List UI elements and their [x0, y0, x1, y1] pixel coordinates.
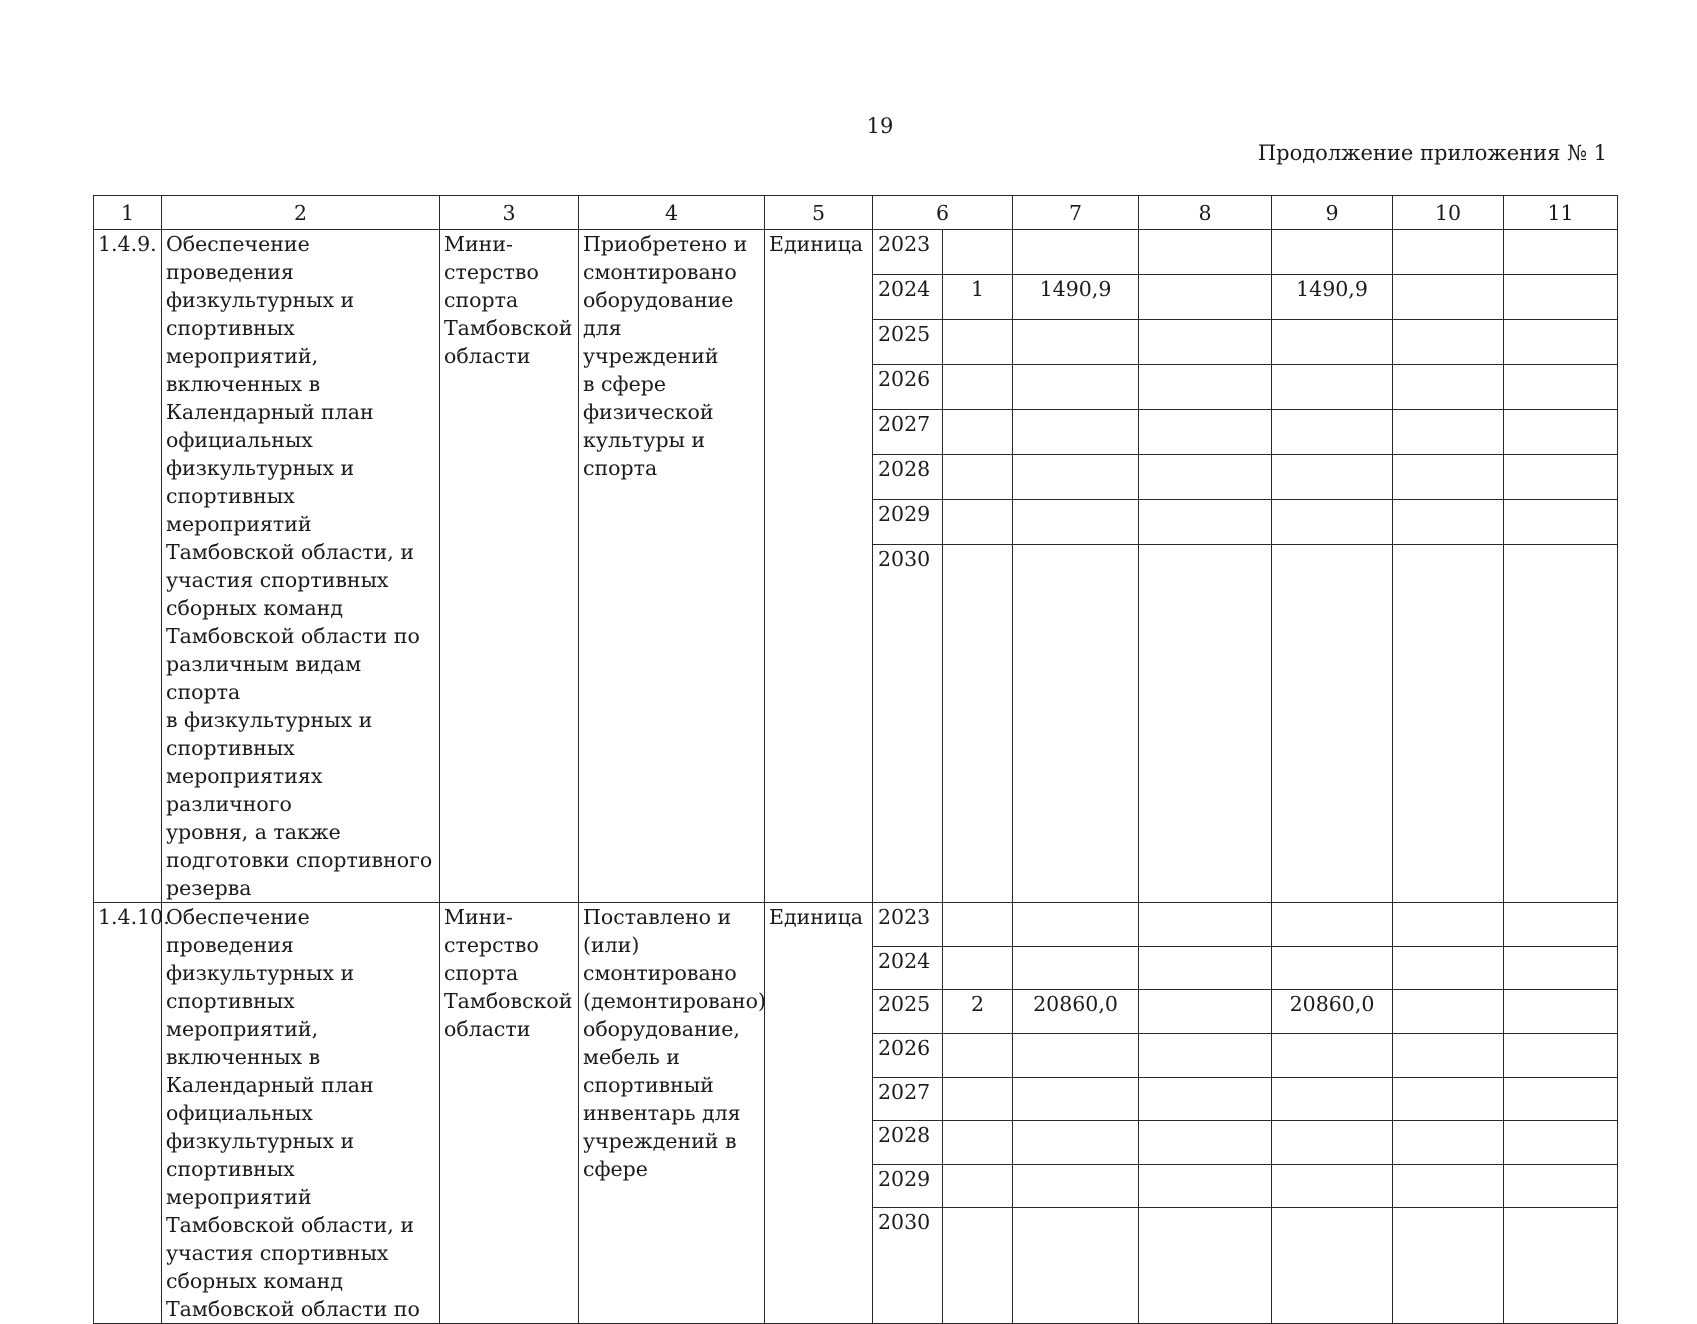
table-row: [94, 903, 1618, 947]
year-cell: 2025: [873, 320, 943, 365]
value-col7-cell: [1013, 1208, 1139, 1324]
value-col11-cell: [1504, 1164, 1618, 1208]
quantity-cell: [943, 230, 1013, 275]
measure-name: Обеспечение проведения физкультурных и спортивных мероприятий, включенных в Календарный план официальных физкультурных и спортивных мероприятий Тамбовской области, и участия спортивных сборных команд Тамбовской области по: [162, 903, 440, 1324]
value-col11-cell: [1504, 1033, 1618, 1077]
quantity-cell: [943, 1121, 1013, 1165]
value-col9-cell: [1272, 946, 1393, 990]
header-cell: 7: [1013, 196, 1139, 230]
value-col10-cell: [1393, 500, 1504, 545]
value-col10-cell: [1393, 410, 1504, 455]
value-col8-cell: [1139, 1077, 1272, 1121]
value-col8-cell: [1139, 903, 1272, 947]
quantity-cell: [943, 946, 1013, 990]
value-col11-cell: [1504, 230, 1618, 275]
value-col8-cell: [1139, 1033, 1272, 1077]
value-col11-cell: [1504, 946, 1618, 990]
value-col7-cell: [1013, 320, 1139, 365]
year-cell: 2025: [873, 990, 943, 1034]
value-col9-cell: [1272, 1164, 1393, 1208]
value-col10-cell: [1393, 1164, 1504, 1208]
value-col9-cell: [1272, 455, 1393, 500]
value-col8-cell: [1139, 500, 1272, 545]
year-cell: 2027: [873, 410, 943, 455]
value-col7-cell: [1013, 365, 1139, 410]
value-col9-cell: [1272, 410, 1393, 455]
value-col9-cell: [1272, 230, 1393, 275]
value-col7-cell: [1013, 1033, 1139, 1077]
value-col11-cell: [1504, 1077, 1618, 1121]
year-cell: 2028: [873, 455, 943, 500]
quantity-cell: [943, 545, 1013, 903]
quantity-cell: [943, 1164, 1013, 1208]
value-col8-cell: [1139, 230, 1272, 275]
value-col11-cell: [1504, 365, 1618, 410]
page-number: 19: [866, 114, 894, 138]
header-cell: 1: [94, 196, 162, 230]
value-col7-cell: [1013, 410, 1139, 455]
value-col8-cell: [1139, 320, 1272, 365]
value-col7-cell: [1013, 230, 1139, 275]
value-col8-cell: [1139, 946, 1272, 990]
value-col11-cell: [1504, 1121, 1618, 1165]
header-cell: 10: [1393, 196, 1504, 230]
value-col9-cell: [1272, 1208, 1393, 1324]
quantity-cell: 1: [943, 275, 1013, 320]
value-col10-cell: [1393, 455, 1504, 500]
value-col10-cell: [1393, 545, 1504, 903]
year-cell: 2027: [873, 1077, 943, 1121]
value-col9-cell: [1272, 545, 1393, 903]
value-col7-cell: [1013, 903, 1139, 947]
measure-name: Обеспечение проведения физкультурных и спортивных мероприятий, включенных в Календарный план официальных физкультурных и спортивных мероприятий Тамбовской области, и участия спортивных сборных команд Тамбовской области по различным видам спорта в физкультурных и спортивных мероприятиях различного уровня, а также подготовки спортивного резерва: [162, 230, 440, 903]
header-cell: 5: [765, 196, 873, 230]
quantity-cell: [943, 455, 1013, 500]
quantity-cell: [943, 500, 1013, 545]
year-cell: 2024: [873, 275, 943, 320]
value-col10-cell: [1393, 1208, 1504, 1324]
value-col9-cell: [1272, 1033, 1393, 1077]
header-cell: 3: [440, 196, 579, 230]
value-col10-cell: [1393, 230, 1504, 275]
value-col11-cell: [1504, 275, 1618, 320]
value-col9-cell: [1272, 320, 1393, 365]
year-cell: 2024: [873, 946, 943, 990]
continuation-title: Продолжение приложения № 1: [1257, 141, 1607, 165]
quantity-cell: 2: [943, 990, 1013, 1034]
year-cell: 2023: [873, 903, 943, 947]
program-table: [93, 195, 1618, 1324]
unit-of-measure: Единица: [765, 903, 873, 1324]
value-col7-cell: 20860,0: [1013, 990, 1139, 1034]
header-cell: 11: [1504, 196, 1618, 230]
header-cell: 2: [162, 196, 440, 230]
header-cell: 4: [579, 196, 765, 230]
value-col7-cell: [1013, 1077, 1139, 1121]
unit-of-measure: Единица: [765, 230, 873, 903]
value-col10-cell: [1393, 1033, 1504, 1077]
value-col7-cell: [1013, 1164, 1139, 1208]
value-col9-cell: [1272, 1121, 1393, 1165]
row-number: 1.4.9.: [94, 230, 162, 903]
value-col8-cell: [1139, 545, 1272, 903]
value-col10-cell: [1393, 990, 1504, 1034]
header-row: [94, 196, 1618, 230]
quantity-cell: [943, 1077, 1013, 1121]
value-col7-cell: [1013, 946, 1139, 990]
value-col8-cell: [1139, 365, 1272, 410]
value-col9-cell: [1272, 1077, 1393, 1121]
year-cell: 2029: [873, 1164, 943, 1208]
year-cell: 2028: [873, 1121, 943, 1165]
quantity-cell: [943, 1033, 1013, 1077]
value-col9-cell: [1272, 365, 1393, 410]
year-cell: 2030: [873, 1208, 943, 1324]
result-description: Поставлено и (или) смонтировано (демонтировано) оборудование, мебель и спортивный инвентарь для учреждений в сфере: [579, 903, 765, 1324]
value-col11-cell: [1504, 990, 1618, 1034]
value-col7-cell: [1013, 455, 1139, 500]
value-col8-cell: [1139, 1121, 1272, 1165]
value-col8-cell: [1139, 1208, 1272, 1324]
executor: Мини- стерство спорта Тамбовской области: [440, 903, 579, 1324]
value-col8-cell: [1139, 455, 1272, 500]
value-col7-cell: 1490,9: [1013, 275, 1139, 320]
value-col11-cell: [1504, 545, 1618, 903]
value-col7-cell: [1013, 545, 1139, 903]
value-col8-cell: [1139, 990, 1272, 1034]
value-col10-cell: [1393, 365, 1504, 410]
quantity-cell: [943, 365, 1013, 410]
quantity-cell: [943, 410, 1013, 455]
value-col10-cell: [1393, 275, 1504, 320]
value-col9-cell: [1272, 903, 1393, 947]
year-cell: 2023: [873, 230, 943, 275]
year-cell: 2029: [873, 500, 943, 545]
header-cell: 6: [873, 196, 1013, 230]
value-col8-cell: [1139, 1164, 1272, 1208]
table-row: [94, 230, 1618, 275]
quantity-cell: [943, 903, 1013, 947]
header-cell: 9: [1272, 196, 1393, 230]
value-col9-cell: 20860,0: [1272, 990, 1393, 1034]
quantity-cell: [943, 320, 1013, 365]
value-col11-cell: [1504, 320, 1618, 365]
executor: Мини- стерство спорта Тамбовской области: [440, 230, 579, 903]
value-col8-cell: [1139, 275, 1272, 320]
value-col10-cell: [1393, 946, 1504, 990]
value-col11-cell: [1504, 410, 1618, 455]
quantity-cell: [943, 1208, 1013, 1324]
value-col11-cell: [1504, 455, 1618, 500]
year-cell: 2030: [873, 545, 943, 903]
value-col11-cell: [1504, 903, 1618, 947]
value-col10-cell: [1393, 320, 1504, 365]
value-col9-cell: 1490,9: [1272, 275, 1393, 320]
value-col8-cell: [1139, 410, 1272, 455]
value-col7-cell: [1013, 1121, 1139, 1165]
value-col10-cell: [1393, 1077, 1504, 1121]
result-description: Приобретено и смонтировано оборудование для учреждений в сфере физической культуры и спорта: [579, 230, 765, 903]
year-cell: 2026: [873, 1033, 943, 1077]
value-col9-cell: [1272, 500, 1393, 545]
value-col7-cell: [1013, 500, 1139, 545]
row-number: 1.4.10.: [94, 903, 162, 1324]
value-col10-cell: [1393, 1121, 1504, 1165]
year-cell: 2026: [873, 365, 943, 410]
value-col11-cell: [1504, 1208, 1618, 1324]
value-col10-cell: [1393, 903, 1504, 947]
header-cell: 8: [1139, 196, 1272, 230]
value-col11-cell: [1504, 500, 1618, 545]
